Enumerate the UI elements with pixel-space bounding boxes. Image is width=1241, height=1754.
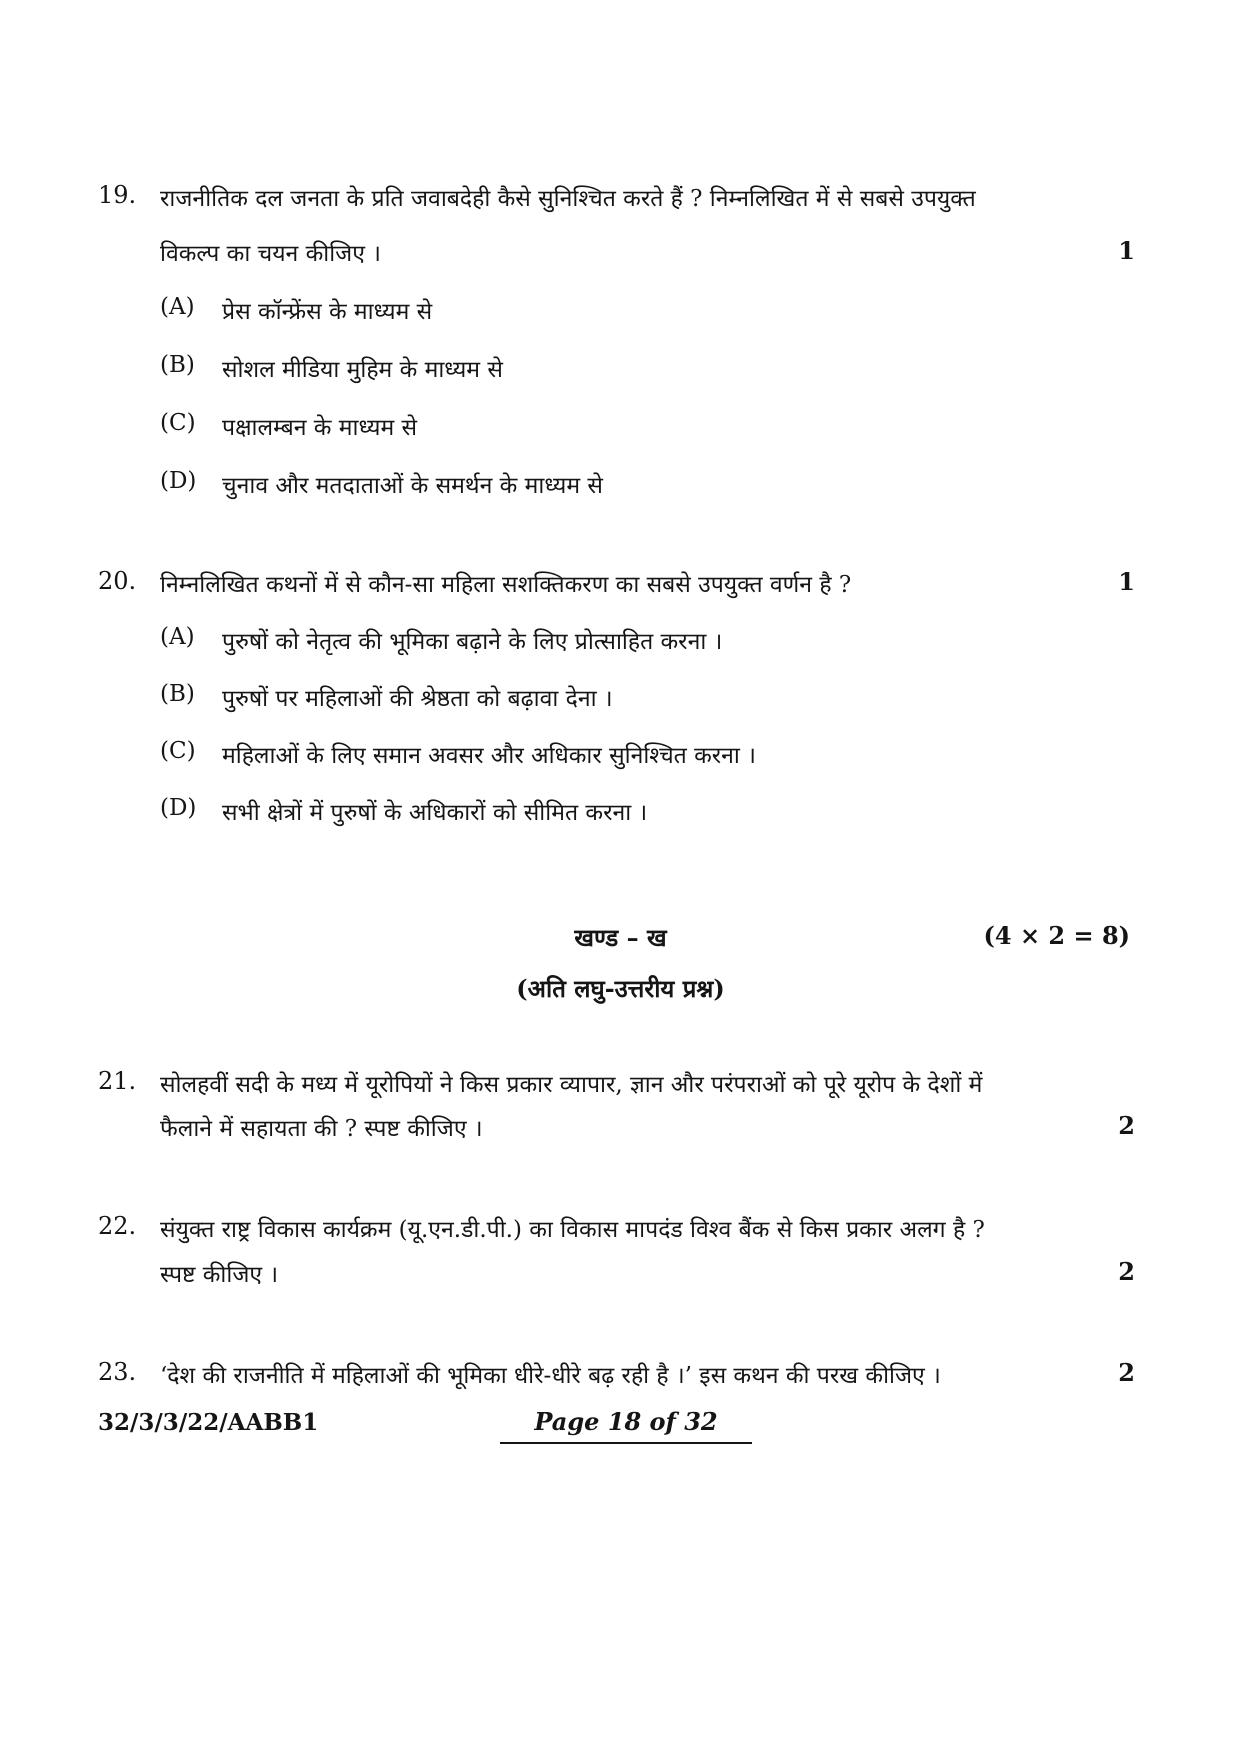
question-text-line: विकल्प का चयन कीजिए ।: [160, 241, 381, 267]
option-text: प्रेस कॉन्फ्रेंस के माध्यम से: [222, 299, 433, 325]
question-marks: 1: [1118, 236, 1135, 265]
section-title: खण्ड – ख: [574, 923, 667, 952]
paper-code: 32/3/3/22/AABB1: [98, 1409, 319, 1436]
option-label: (D): [160, 795, 197, 821]
option-text: पक्षालम्बन के माध्यम से: [222, 415, 418, 441]
option-text: चुनाव और मतदाताओं के समर्थन के माध्यम से: [222, 473, 603, 499]
question-text-line: फैलाने में सहायता की ? स्पष्ट कीजिए ।: [160, 1116, 483, 1142]
question-text-line: निम्नलिखित कथनों में से कौन-सा महिला सशक्तिकरण का सबसे उपयुक्त वर्णन है ?: [160, 572, 852, 598]
option-label: (C): [160, 410, 196, 436]
section-marks: (4 × 2 = 8): [983, 921, 1130, 950]
option-label: (B): [160, 681, 195, 707]
page-number: Page 18 of 32: [500, 1407, 752, 1444]
question-marks: 2: [1118, 1111, 1135, 1140]
question-marks: 2: [1118, 1358, 1135, 1387]
question-number: 23.: [98, 1358, 137, 1386]
option-text: पुरुषों को नेतृत्व की भूमिका बढ़ाने के लिए प्रोत्साहित करना ।: [222, 629, 723, 655]
option-text: सोशल मीडिया मुहिम के माध्यम से: [222, 357, 503, 383]
option-label: (C): [160, 738, 196, 764]
option-text: महिलाओं के लिए समान अवसर और अधिकार सुनिश्चित करना ।: [222, 743, 756, 769]
option-label: (B): [160, 352, 195, 378]
question-marks: 2: [1118, 1257, 1135, 1286]
question-text-line: संयुक्त राष्ट्र विकास कार्यक्रम (यू.एन.डी.पी.) का विकास मापदंड विश्व बैंक से किस प्रकार अलग है ?: [160, 1217, 985, 1243]
question-marks: 1: [1118, 567, 1135, 596]
question-number: 21.: [98, 1067, 137, 1095]
question-number: 19.: [98, 181, 137, 209]
option-text: सभी क्षेत्रों में पुरुषों के अधिकारों को सीमित करना ।: [222, 800, 648, 826]
question-text-line: सोलहवीं सदी के मध्य में यूरोपियों ने किस प्रकार व्यापार, ज्ञान और परंपराओं को पूरे यूरोप के देशों में: [160, 1072, 983, 1098]
option-label: (D): [160, 468, 197, 494]
option-text: पुरुषों पर महिलाओं की श्रेष्ठता को बढ़ावा देना ।: [222, 686, 613, 712]
option-label: (A): [160, 624, 195, 650]
question-number: 20.: [98, 567, 137, 595]
section-subtitle: (अति लघु-उत्तरीय प्रश्न): [516, 974, 725, 1003]
question-text-line: राजनीतिक दल जनता के प्रति जवाबदेही कैसे सुनिश्चित करते हैं ? निम्नलिखित में से सबसे उपयुक्त: [160, 186, 976, 212]
question-text-line: स्पष्ट कीजिए ।: [160, 1262, 279, 1288]
option-label: (A): [160, 294, 195, 320]
question-text-line: ‘देश की राजनीति में महिलाओं की भूमिका धीरे-धीरे बढ़ रही है ।’ इस कथन की परख कीजिए ।: [160, 1363, 941, 1389]
question-number: 22.: [98, 1212, 137, 1240]
